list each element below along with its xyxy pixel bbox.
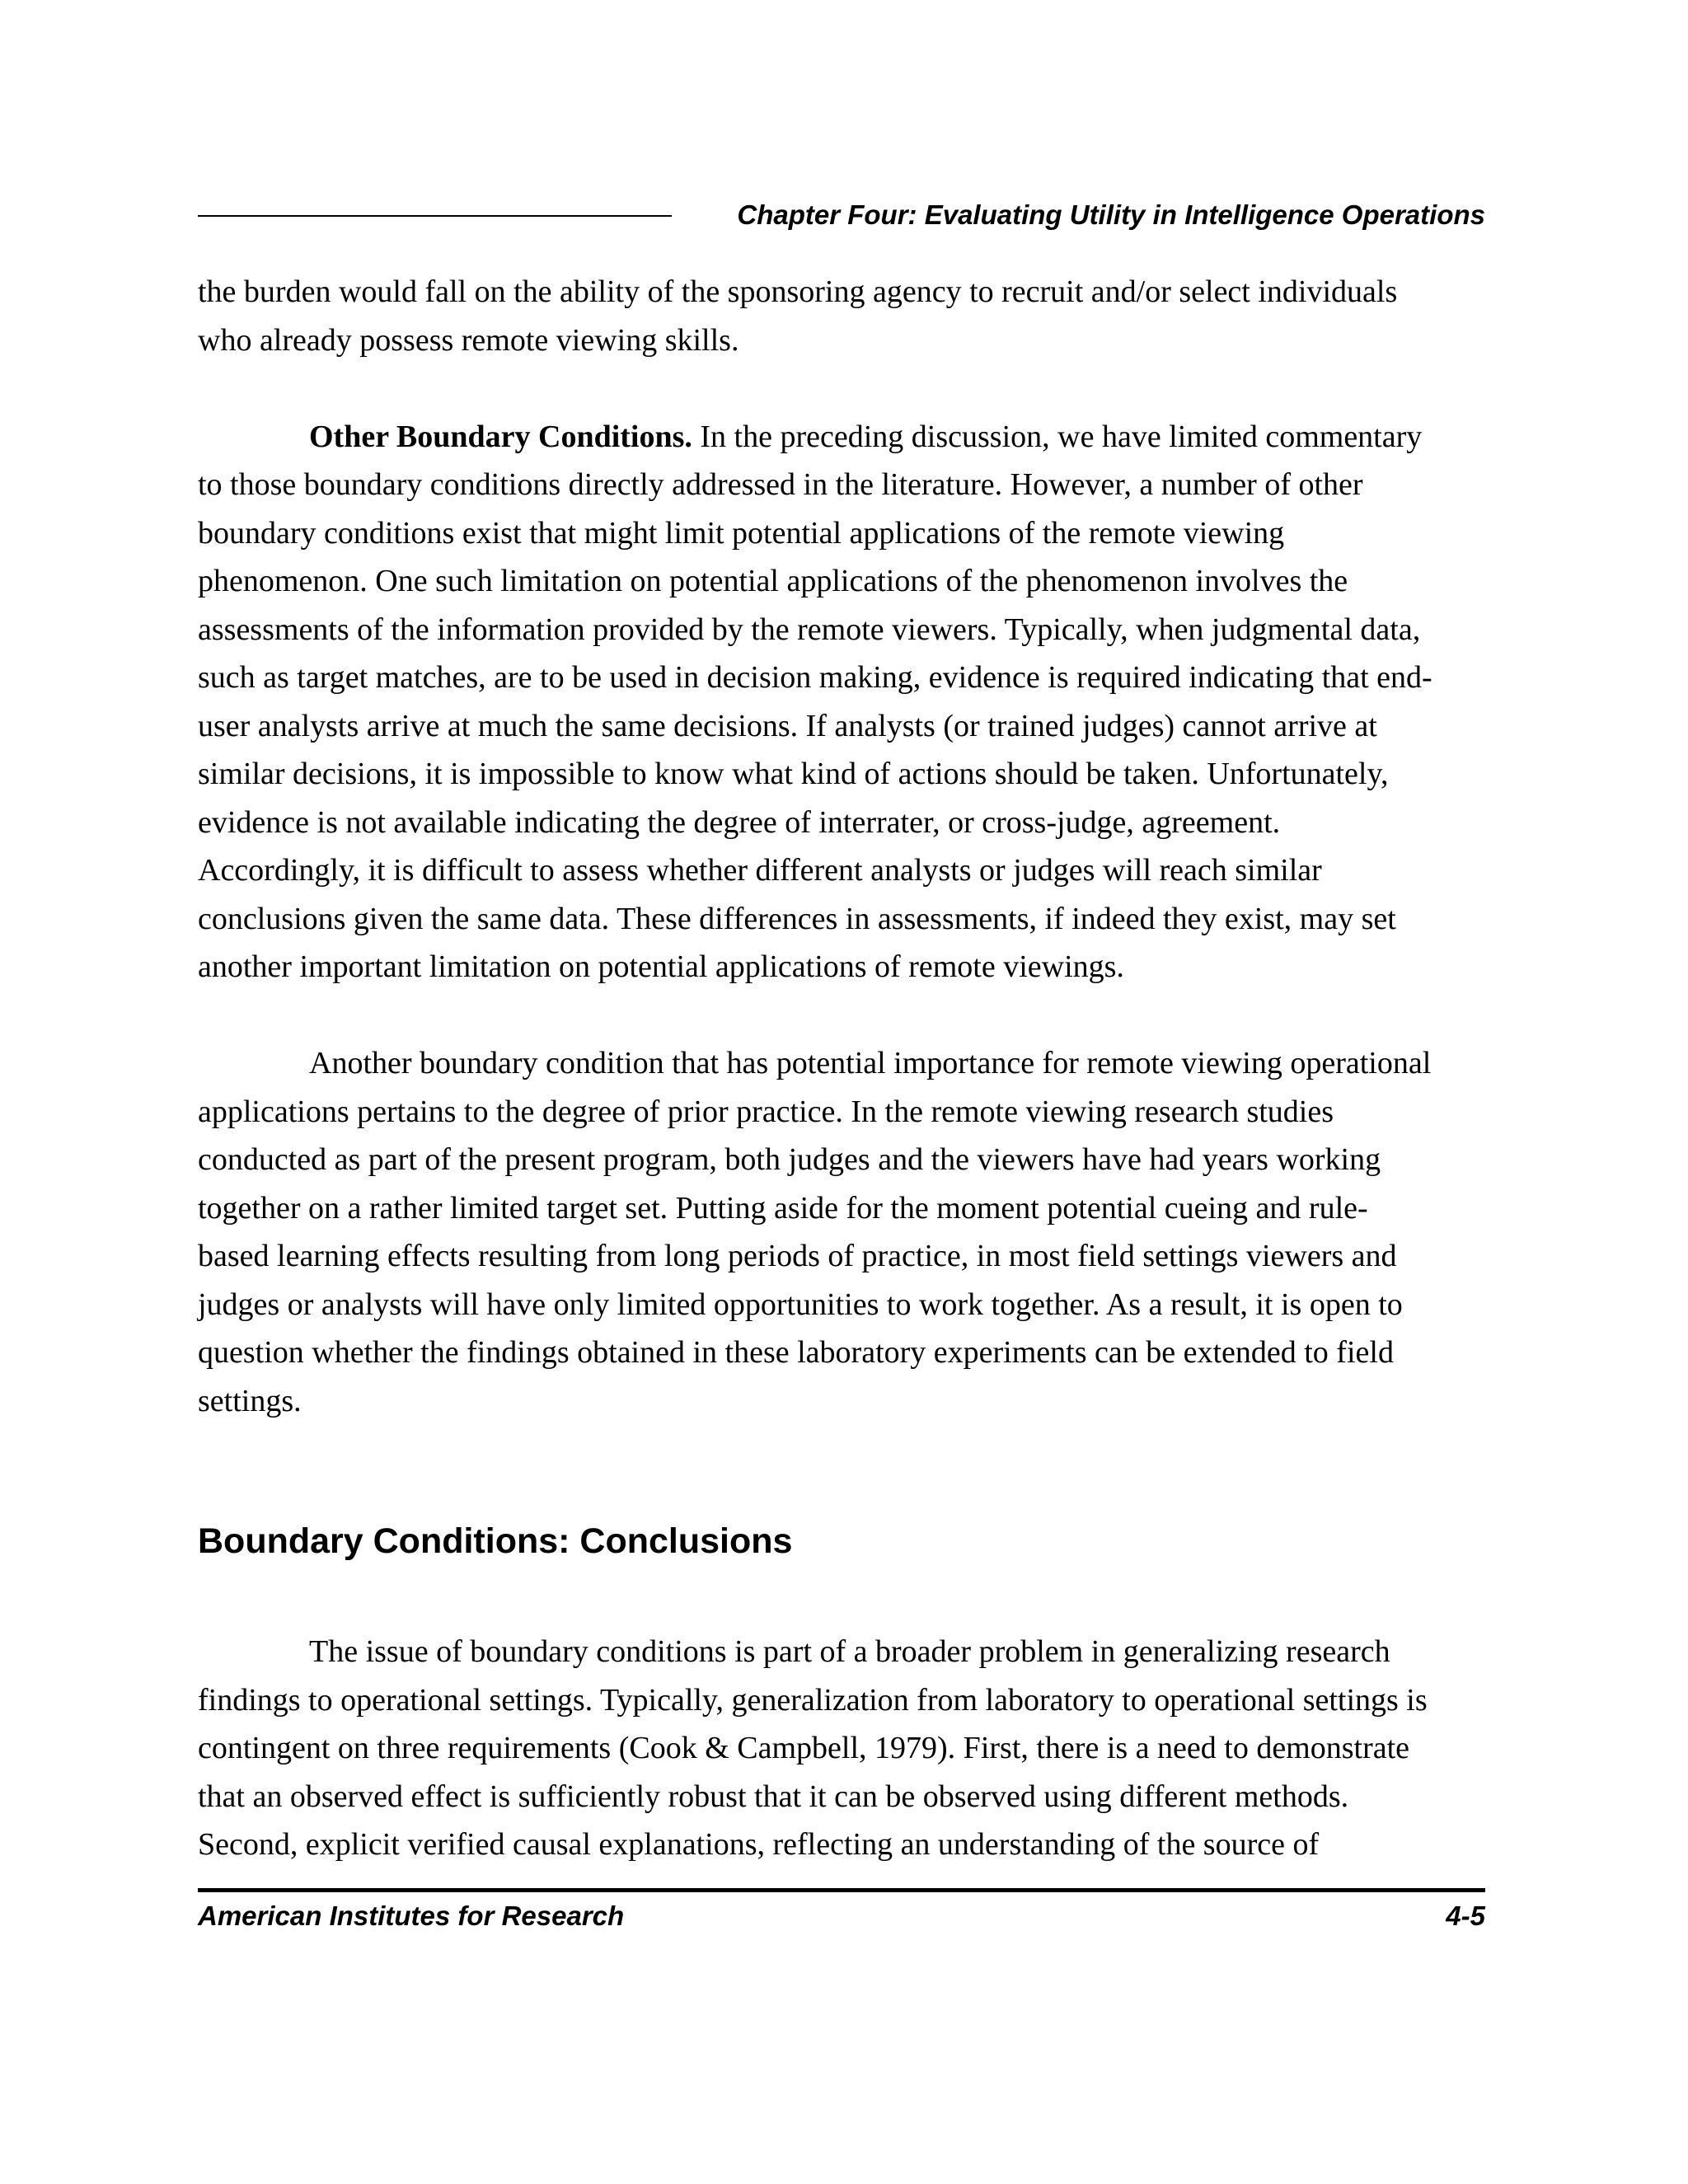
- page-number: 4-5: [1446, 1900, 1485, 1931]
- paragraph-gap: [198, 364, 1485, 413]
- section-body: [198, 1628, 1485, 1869]
- paragraph-prior-practice: Another boundary condition that has potential importance for remote viewing operational applications pertains to the degree of prior practice. In the remote viewing research studies conducted as part of the present program, both judges and the viewers have had years working together on a rather limited target set. Putting aside for the moment potential cueing and rule- based learning effects resulting from long periods of practice, in most field settings viewers and judges or analysts will have only limited opportunities to work together. As a result, it is open to question whether the findings obtained in these laboratory experiments can be extended to field settings.: [198, 1046, 1432, 1418]
- chapter-title: Chapter Four: Evaluating Utility in Intelligence Operations: [737, 199, 1485, 230]
- page-header: [198, 194, 1485, 236]
- section-heading: Boundary Conditions: Conclusions: [198, 1521, 793, 1561]
- body-text: [198, 268, 1485, 1425]
- footer-organization: American Institutes for Research: [198, 1900, 625, 1931]
- paragraph-gap: [198, 991, 1485, 1040]
- paragraph-continuation: the burden would fall on the ability of the sponsoring agency to recruit and/or select individuals who already possess remote viewing skills.: [198, 274, 1398, 358]
- paragraph-other-boundary-conditions: [198, 413, 1485, 991]
- paragraph-generalization: The issue of boundary conditions is part of a broader problem in generalizing research findings to operational settings. Typically, generalization from laboratory to operational settings is contingent on three requirements (Cook & Campbell, 1979). First, there is a need to demonstrate that an observed effect is sufficiently robust that it can be observed using different methods. Second, explicit verified causal explanations, reflecting an understanding of the source of: [198, 1634, 1428, 1862]
- run-in-heading: Other Boundary Conditions.: [309, 419, 692, 454]
- header-rule: [198, 215, 672, 217]
- paragraph-text: In the preceding discussion, we have limited commentary to those boundary conditions directly addressed in the literature. However, a number of other boundary conditions exist that might limit potential applications of the remote viewing phenomenon. One such limitation on potential applications of the phenomenon involves the assessments of the information provided by the remote viewers. Typically, when judgmental data, such as target matches, are to be used in decision making, evidence is required indicating that end- user analysts arrive at much the same decisions. If analysts (or trained judges) cannot arrive at similar decisions, it is impossible to know what kind of actions should be taken. Unfortunately, evidence is not available indicating the degree of interrater, or cross-judge, agreement. Accordingly, it is difficult to assess whether different analysts or judges will reach similar conclusions given the same data. These differences in assessments, if indeed they exist, may set another important limitation on potential applications of remote viewings.: [198, 419, 1432, 984]
- footer-rule: [198, 1888, 1485, 1892]
